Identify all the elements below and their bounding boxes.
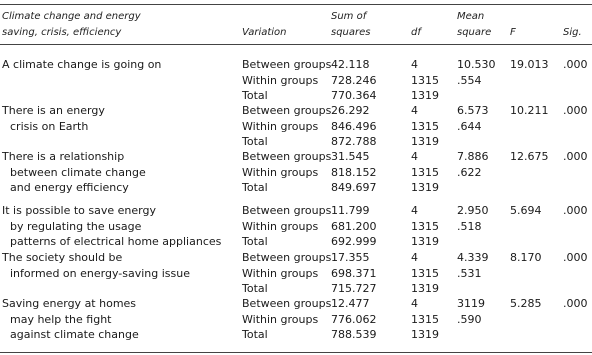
header-ss-line1: Sum of — [331, 11, 367, 22]
variation-cell: Between groups — [242, 204, 332, 217]
mean-square-cell: 2.950 — [457, 204, 489, 217]
header-f: F — [510, 27, 516, 38]
variation-cell: Within groups — [242, 219, 319, 233]
f-value-cell: 10.211 — [510, 104, 549, 117]
df-cell: 1319 — [411, 282, 439, 295]
row-label: by regulating the usage — [10, 219, 142, 233]
mean-square-cell: .518 — [457, 219, 482, 233]
sum-of-squares-cell: 698.371 — [331, 266, 377, 280]
mean-square-cell: 4.339 — [457, 251, 489, 264]
variation-cell: Total — [242, 235, 268, 248]
df-cell: 4 — [411, 251, 418, 264]
mean-square-cell: .554 — [457, 73, 482, 87]
df-cell: 4 — [411, 297, 418, 310]
header-factor-line2: saving, crisis, efficiency — [2, 27, 122, 38]
row-label: and energy efficiency — [10, 181, 129, 194]
row-label: crisis on Earth — [10, 119, 89, 133]
table-bottom-rule — [0, 352, 592, 353]
row-label: There is a relationship — [2, 150, 125, 163]
sum-of-squares-cell: 818.152 — [331, 165, 377, 179]
mean-square-cell: 10.530 — [457, 58, 496, 71]
header-ms-line2: square — [457, 27, 492, 38]
df-cell: 1315 — [411, 312, 439, 326]
f-value-cell: 19.013 — [510, 58, 549, 71]
mean-square-cell: 6.573 — [457, 104, 489, 117]
mean-square-cell: .590 — [457, 312, 482, 326]
df-cell: 1319 — [411, 328, 439, 341]
variation-cell: Between groups — [242, 58, 332, 71]
sum-of-squares-cell: 849.697 — [331, 181, 377, 194]
sum-of-squares-cell: 788.539 — [331, 328, 377, 341]
row-label: patterns of electrical home appliances — [10, 235, 222, 248]
sum-of-squares-cell: 846.496 — [331, 119, 377, 133]
variation-cell: Within groups — [242, 119, 319, 133]
variation-cell: Total — [242, 282, 268, 295]
sum-of-squares-cell: 770.364 — [331, 89, 377, 102]
mean-square-cell: 3119 — [457, 297, 485, 310]
sum-of-squares-cell: 31.545 — [331, 150, 370, 163]
variation-cell: Between groups — [242, 251, 332, 264]
row-label: informed on energy-saving issue — [10, 266, 190, 280]
mean-square-cell: .644 — [457, 119, 482, 133]
sum-of-squares-cell: 681.200 — [331, 219, 377, 233]
sig-value-cell: .000 — [563, 104, 588, 117]
header-factor-line1: Climate change and energy — [2, 11, 141, 22]
df-cell: 1315 — [411, 266, 439, 280]
row-label: The society should be — [2, 251, 123, 264]
header-bottom-rule — [0, 44, 592, 45]
df-cell: 1319 — [411, 89, 439, 102]
sig-value-cell: .000 — [563, 58, 588, 71]
df-cell: 4 — [411, 150, 418, 163]
variation-cell: Between groups — [242, 104, 332, 117]
variation-cell: Between groups — [242, 150, 332, 163]
df-cell: 1315 — [411, 165, 439, 179]
variation-cell: Between groups — [242, 297, 332, 310]
sum-of-squares-cell: 872.788 — [331, 135, 377, 148]
df-cell: 4 — [411, 58, 418, 71]
sum-of-squares-cell: 715.727 — [331, 282, 377, 295]
header-variation: Variation — [242, 27, 287, 38]
variation-cell: Within groups — [242, 266, 319, 280]
table-top-rule — [0, 4, 592, 5]
sum-of-squares-cell: 776.062 — [331, 312, 377, 326]
sum-of-squares-cell: 12.477 — [331, 297, 370, 310]
row-label: A climate change is going on — [2, 58, 162, 71]
variation-cell: Within groups — [242, 73, 319, 87]
mean-square-cell: .531 — [457, 266, 482, 280]
sum-of-squares-cell: 42.118 — [331, 58, 370, 71]
sum-of-squares-cell: 692.999 — [331, 235, 377, 248]
df-cell: 1319 — [411, 135, 439, 148]
sig-value-cell: .000 — [563, 150, 588, 163]
row-label: It is possible to save energy — [2, 204, 156, 217]
variation-cell: Within groups — [242, 312, 319, 326]
df-cell: 1315 — [411, 219, 439, 233]
sum-of-squares-cell: 17.355 — [331, 251, 370, 264]
row-label: between climate change — [10, 165, 146, 179]
header-df: df — [411, 27, 421, 38]
f-value-cell: 8.170 — [510, 251, 542, 264]
row-label: may help the fight — [10, 312, 112, 326]
df-cell: 1315 — [411, 73, 439, 87]
variation-cell: Total — [242, 89, 268, 102]
f-value-cell: 5.285 — [510, 297, 542, 310]
sig-value-cell: .000 — [563, 251, 588, 264]
header-ss-line2: squares — [331, 27, 371, 38]
header-sig: Sig. — [563, 27, 582, 38]
df-cell: 4 — [411, 204, 418, 217]
variation-cell: Total — [242, 135, 268, 148]
df-cell: 1315 — [411, 119, 439, 133]
sum-of-squares-cell: 11.799 — [331, 204, 370, 217]
sig-value-cell: .000 — [563, 204, 588, 217]
row-label: Saving energy at homes — [2, 297, 137, 310]
header-ms-line1: Mean — [457, 11, 485, 22]
row-label: against climate change — [10, 328, 139, 341]
df-cell: 4 — [411, 104, 418, 117]
mean-square-cell: .622 — [457, 165, 482, 179]
df-cell: 1319 — [411, 181, 439, 194]
row-label: There is an energy — [2, 104, 105, 117]
mean-square-cell: 7.886 — [457, 150, 489, 163]
sum-of-squares-cell: 728.246 — [331, 73, 377, 87]
variation-cell: Total — [242, 181, 268, 194]
f-value-cell: 12.675 — [510, 150, 549, 163]
variation-cell: Within groups — [242, 165, 319, 179]
df-cell: 1319 — [411, 235, 439, 248]
sum-of-squares-cell: 26.292 — [331, 104, 370, 117]
sig-value-cell: .000 — [563, 297, 588, 310]
variation-cell: Total — [242, 328, 268, 341]
f-value-cell: 5.694 — [510, 204, 542, 217]
